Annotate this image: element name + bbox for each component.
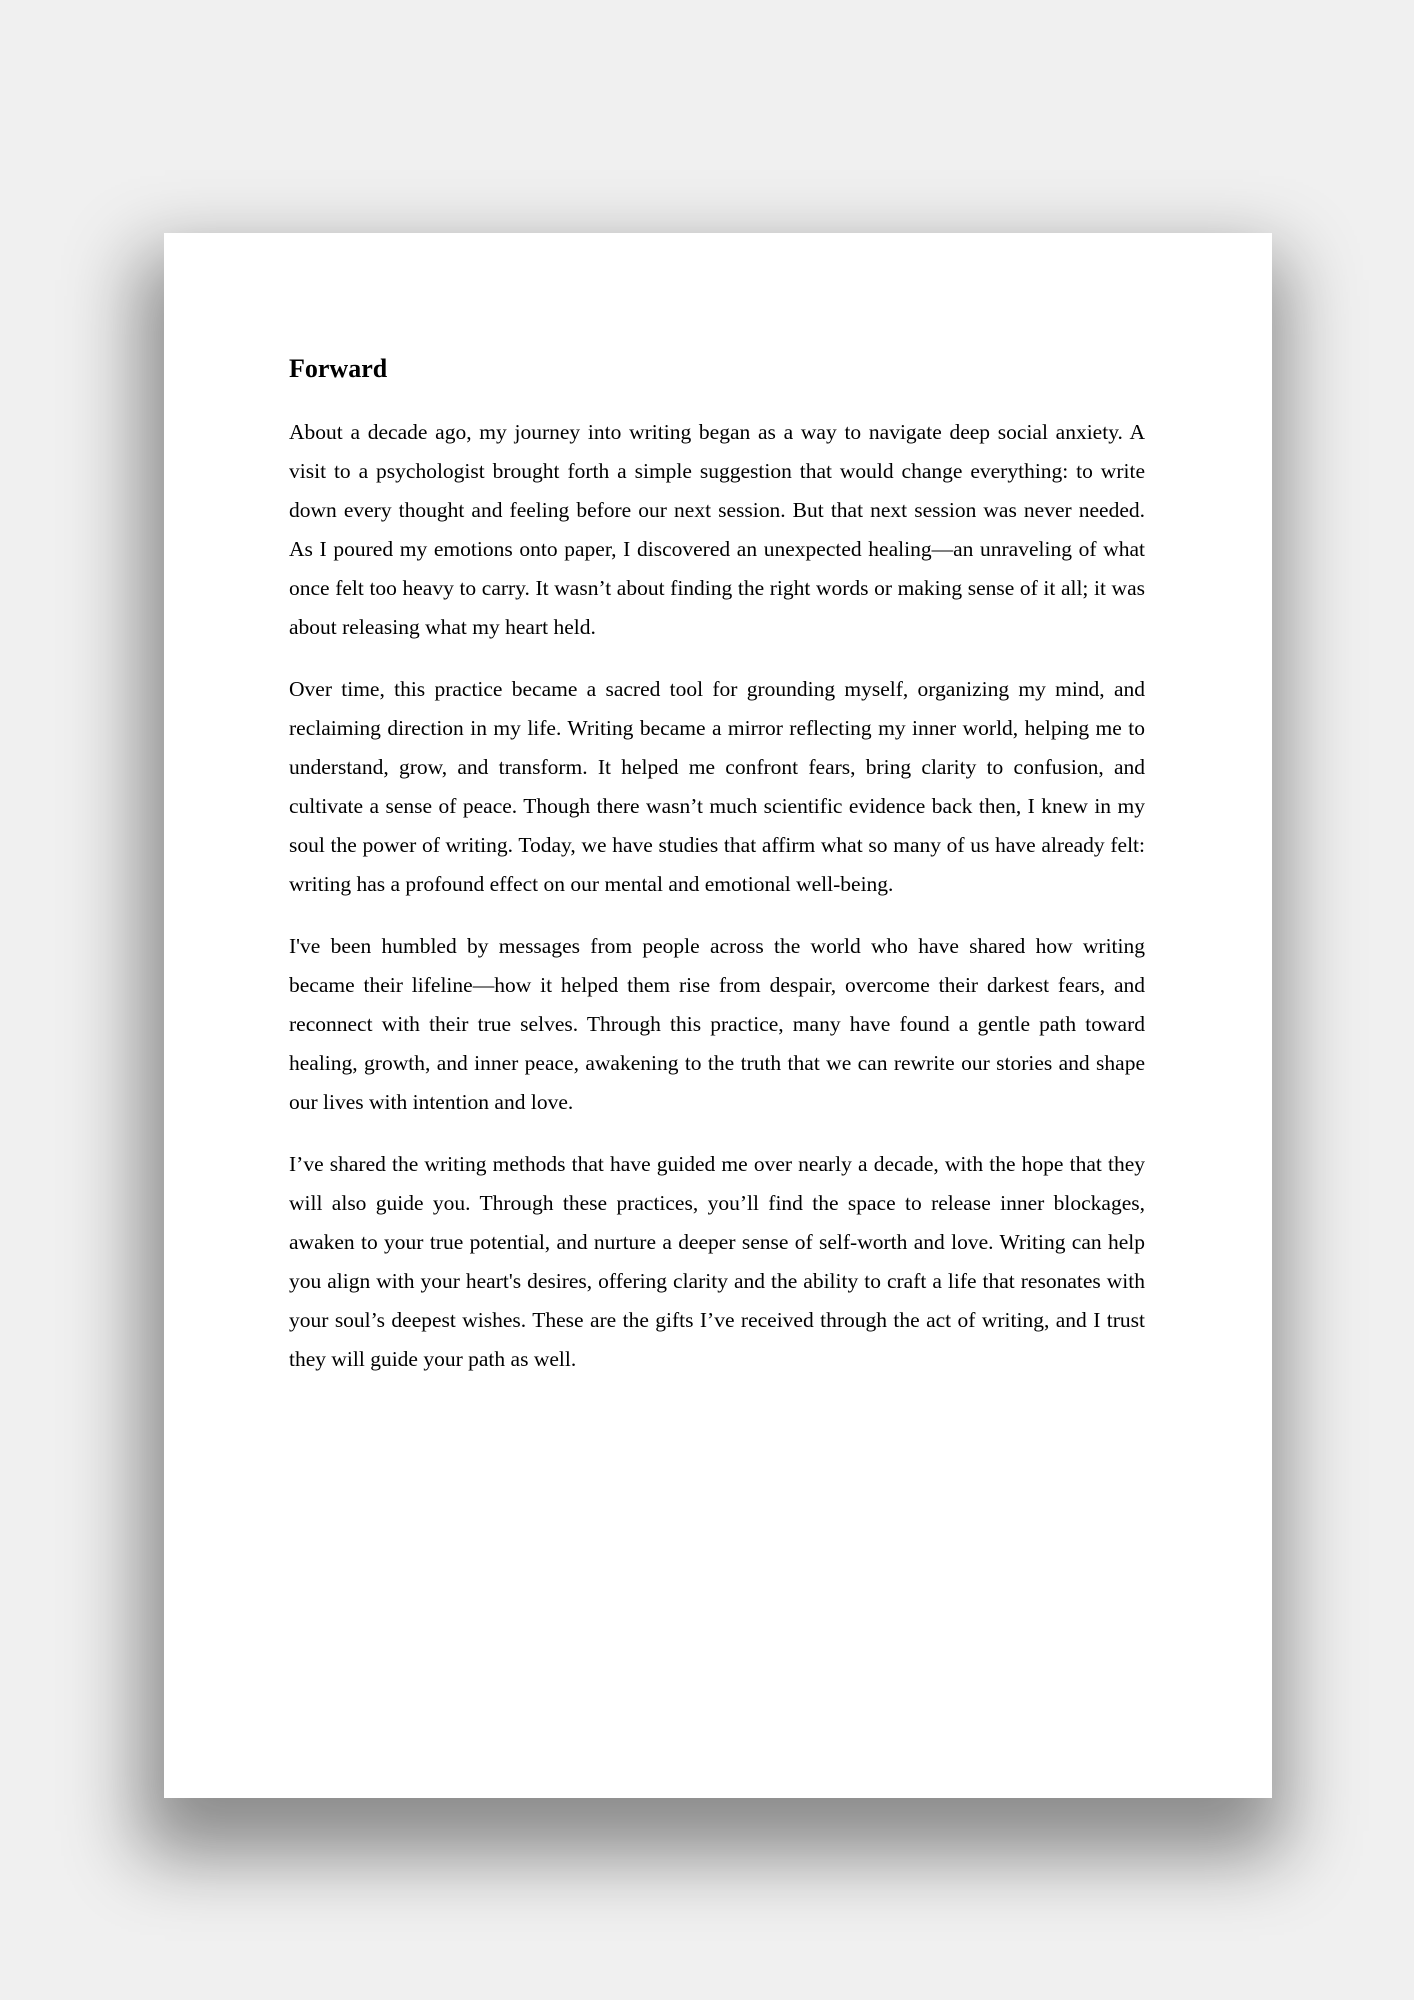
page-title: Forward (289, 354, 388, 383)
paragraph-1: About a decade ago, my journey into writing began as a way to navigate deep social anxiety. A visit to a psychologist brought forth a simple suggestion that would change everything: to write down every thought and feeling before our next session. But that next session was never needed. As I poured my emotions onto paper, I discovered an unexpected healing—an unraveling of what once felt too heavy to carry. It wasn’t about finding the right words or making sense of it all; it was about releasing what my heart held. (289, 420, 1145, 639)
paragraph-2: Over time, this practice became a sacred tool for grounding myself, organizing my mind, and reclaiming direction in my life. Writing became a mirror reflecting my inner world, helping me to understand, grow, and transform. It helped me confront fears, bring clarity to confusion, and cultivate a sense of peace. Though there wasn’t much scientific evidence back then, I knew in my soul the power of writing. Today, we have studies that affirm what so many of us have already felt: writing has a profound effect on our mental and emotional well-being. (289, 677, 1145, 896)
paragraph-3: I've been humbled by messages from people across the world who have shared how writing became their lifeline—how it helped them rise from despair, overcome their darkest fears, and reconnect with their true selves. Through this practice, many have found a gentle path toward healing, growth, and inner peace, awakening to the truth that we can rewrite our stories and shape our lives with intention and love. (289, 934, 1145, 1114)
paragraph-4: I’ve shared the writing methods that have guided me over nearly a decade, with the hope that they will also guide you. Through these practices, you’ll find the space to release inner blockages, awaken to your true potential, and nurture a deeper sense of self-worth and love. Writing can help you align with your heart's desires, offering clarity and the ability to craft a life that resonates with your soul’s deepest wishes. These are the gifts I’ve received through the act of writing, and I trust they will guide your path as well. (289, 1152, 1145, 1371)
document-page (164, 233, 1272, 1798)
page-content (289, 353, 1145, 1402)
